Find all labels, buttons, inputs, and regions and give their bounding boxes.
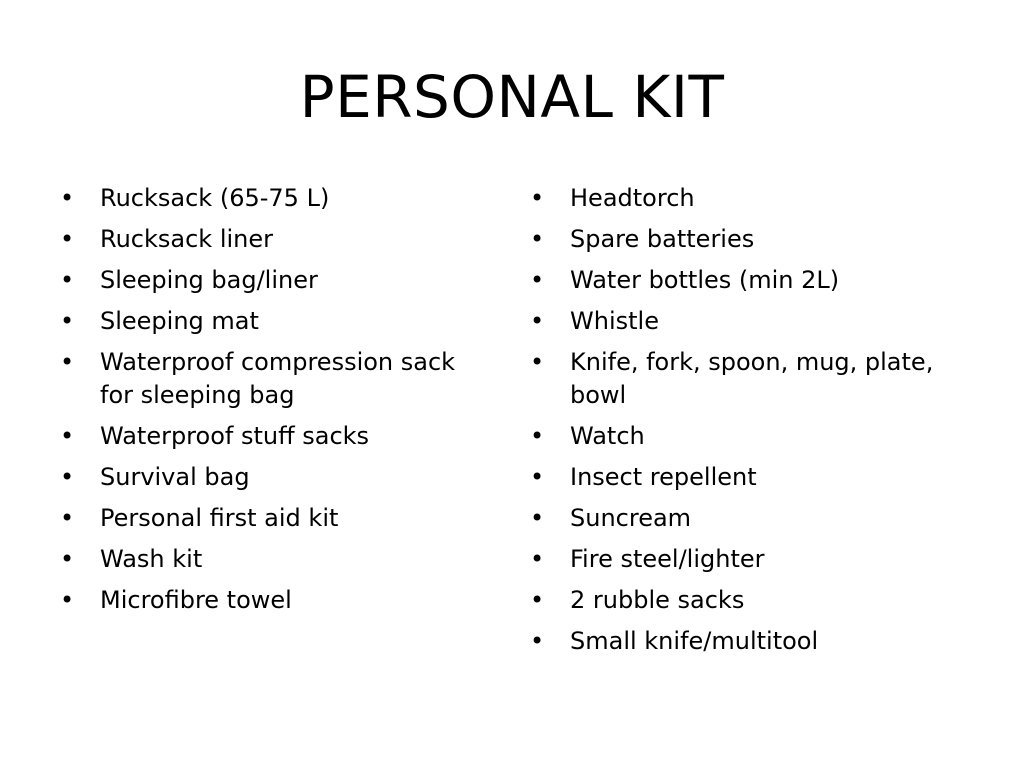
list-item-label: Water bottles (min 2L) xyxy=(570,266,840,294)
list-item xyxy=(530,223,960,256)
bullet-icon: • xyxy=(60,348,75,376)
bullet-icon: • xyxy=(60,307,75,335)
list-item-label: Sleeping mat xyxy=(100,307,259,335)
bullet-icon: • xyxy=(60,586,75,614)
list-item xyxy=(530,584,960,617)
bullet-icon: • xyxy=(530,504,545,532)
list-item-label: Knife, fork, spoon, mug, plate, bowl xyxy=(570,348,934,409)
bullet-icon: • xyxy=(530,225,545,253)
list-item xyxy=(60,584,480,617)
bullet-icon: • xyxy=(530,627,545,655)
bullet-icon: • xyxy=(60,504,75,532)
list-item xyxy=(530,543,960,576)
list-item-label: Insect repellent xyxy=(570,463,757,491)
list-item xyxy=(60,223,480,256)
list-item-label: Survival bag xyxy=(100,463,250,491)
bullet-icon: • xyxy=(60,545,75,573)
list-item-label: Sleeping bag/liner xyxy=(100,266,318,294)
list-item xyxy=(530,625,960,658)
list-item-label: Rucksack (65-75 L) xyxy=(100,184,330,212)
list-item xyxy=(530,420,960,453)
list-item xyxy=(530,346,960,412)
list-item xyxy=(60,346,480,412)
bullet-icon: • xyxy=(60,266,75,294)
bullet-icon: • xyxy=(60,422,75,450)
list-item-label: Microfibre towel xyxy=(100,586,292,614)
list-item-label: Personal first aid kit xyxy=(100,504,339,532)
list-item xyxy=(60,420,480,453)
list-item xyxy=(60,182,480,215)
list-item xyxy=(530,264,960,297)
list-item-label: 2 rubble sacks xyxy=(570,586,745,614)
bullet-icon: • xyxy=(60,184,75,212)
bullet-icon: • xyxy=(60,225,75,253)
list-item-label: Rucksack liner xyxy=(100,225,274,253)
list-item xyxy=(530,182,960,215)
list-item-label: Suncream xyxy=(570,504,692,532)
list-item xyxy=(60,543,480,576)
list-item-label: Fire steel/lighter xyxy=(570,545,765,573)
list-item xyxy=(60,264,480,297)
bullet-icon: • xyxy=(530,266,545,294)
list-item-label: Headtorch xyxy=(570,184,695,212)
list-item-label: Wash kit xyxy=(100,545,203,573)
list-item-label: Whistle xyxy=(570,307,659,335)
bullet-icon: • xyxy=(530,307,545,335)
list-item xyxy=(60,305,480,338)
list-item-label: Waterproof compression sack for sleeping bag xyxy=(100,348,456,409)
list-item xyxy=(530,305,960,338)
bullet-icon: • xyxy=(530,545,545,573)
bullet-icon: • xyxy=(530,463,545,491)
right-kit-list xyxy=(530,182,960,666)
left-kit-list xyxy=(60,182,480,625)
bullet-icon: • xyxy=(530,422,545,450)
list-item xyxy=(530,502,960,535)
list-item-label: Waterproof stuff sacks xyxy=(100,422,370,450)
bullet-icon: • xyxy=(530,184,545,212)
list-item xyxy=(60,502,480,535)
list-item-label: Spare batteries xyxy=(570,225,755,253)
list-item xyxy=(530,461,960,494)
list-item-label: Watch xyxy=(570,422,645,450)
list-item xyxy=(60,461,480,494)
bullet-icon: • xyxy=(530,586,545,614)
list-item-label: Small knife/multitool xyxy=(570,627,819,655)
bullet-icon: • xyxy=(60,463,75,491)
slide-title: PERSONAL KIT xyxy=(299,63,725,131)
bullet-icon: • xyxy=(530,348,545,376)
